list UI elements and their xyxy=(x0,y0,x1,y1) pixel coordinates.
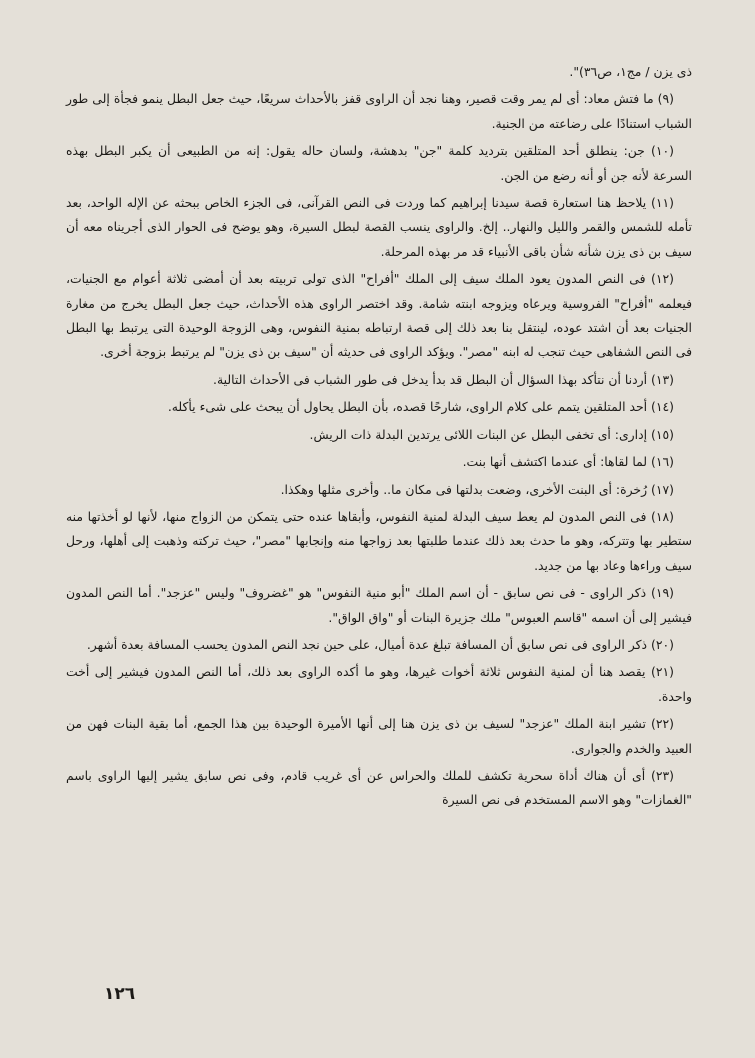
note-11: (١١) يلاحظ هنا استعارة قصة سيدنا إبراهيم كما وردت فى النص القرآنى، فى الجزء الخاص ببحثه عن الإله الواحد، بعد تأمله للشمس والقمر والليل والنهار.. إلخ. والراوى ينسب القصة لبطل السيرة، وهو يوضح فى الحوار الذى أجريناه معه أن سيف بن ذى يزن شأنه شأن باقى الأنبياء قد مر بهذه المرحلة. xyxy=(66,195,692,259)
footnotes-text xyxy=(66,60,692,816)
note-16: (١٦) لما لقاها: أى عندما اكتشف أنها بنت. xyxy=(462,454,674,470)
note-23: (٢٣) أى أن هناك أداة سحرية تكشف للملك والحراس عن أى غريب قادم، وفى نص سابق يشير إليها الراوى باسم "الغمازات" وهو الاسم المستخدم فى نص السيرة xyxy=(66,767,692,808)
note-20: (٢٠) ذكر الراوى فى نص سابق أن المسافة تبلغ عدة أميال، على حين نجد النص المدون يحسب المسافة بعدة أشهر. xyxy=(86,636,674,652)
note-22: (٢٢) تشير ابنة الملك "عزجد" لسيف بن ذى يزن هنا إلى أنها الأميرة الوحيدة بين هذا الجمع، أما بقية البنات فهن من العبيد والخدم والجوارى. xyxy=(66,716,692,756)
note-continuation: ذى يزن / مج١، ص٣٦)". xyxy=(569,64,692,79)
note-21: (٢١) يقصد هنا أن لمنية النفوس ثلاثة أخوات غيرها، وهو ما أكده الراوى بعد ذلك، أما النص المدون فيشير إلى أخت واحدة. xyxy=(66,664,692,704)
note-12: (١٢) فى النص المدون يعود الملك سيف إلى الملك "أفراح" الذى تولى تربيته بعد أن أمضى ثلاثة أعوام مع الجنيات، فيعلمه "أفراح" الفروسية ويرعاه ويزوجه ابنته شامة. وقد اختصر الراوى هذه الأحداث، حيث جعل البطل يخرج من مغارة الجنيات بعد أن اشتد عوده، لينتقل بنا بعد ذلك إلى قصة ارتباطه بمنية النفوس، وهى الزوجة الوحيدة التى يرتبط بها البطل فى النص الشفاهى حيث تنجب له ابنه "مصر". ويؤكد الراوى فى حديثه أن "سيف بن ذى يزن" لم يرتبط بزوجة أخرى. xyxy=(66,271,692,360)
note-15: (١٥) إدارى: أى تخفى البطل عن البنات اللائى يرتدين البدلة ذات الريش. xyxy=(309,426,674,442)
page-number: ١٢٦ xyxy=(104,984,136,1004)
note-9: (٩) ما فتش معاد: أى لم يمر وقت قصير، وهنا نجد أن الراوى قفز بالأحداث سريعًا، حيث جعل البطل ينمو فجأة إلى طور الشباب استنادًا على رضاعته من الجنية. xyxy=(66,91,692,131)
note-18: (١٨) فى النص المدون لم يعط سيف البدلة لمنية النفوس، وأبقاها عنده حتى يتمكن من الزواج منها، لأنها لو أخذتها منه ستطير بها وتتركه، وهو ما حدث بعد ذلك عندما طلبتها بعد زواجها منه وإنجابها "مصر"، حيث تركته وذهبت إلى أهلها، ورحل سيف وراءها وعاد بها من جديد. xyxy=(66,508,692,573)
note-19: (١٩) ذكر الراوى - فى نص سابق - أن اسم الملك "أبو منية النفوس" هو "غضروف" وليس "عزجد". أما النص المدون فيشير إلى أن اسمه "قاسم العبوس" ملك جزيرة البنات أو "واق الواق". xyxy=(66,585,692,625)
note-17: (١٧) رُخرة: أى البنت الأخرى، وضعت بدلتها فى مكان ما.. وأخرى مثلها وهكذا. xyxy=(280,481,674,497)
note-13: (١٣) أردنا أن نتأكد بهذا السؤال أن البطل قد بدأ يدخل فى طور الشباب فى الأحداث التالية. xyxy=(213,371,674,387)
note-10: (١٠) جن: ينطلق أحد المتلقين بترديد كلمة "جن" بدهشة، ولسان حاله يقول: إنه من الطبيعى أن يكبر البطل بهذه السرعة لأنه جن أو أنه رضع من الجن. xyxy=(66,143,692,183)
note-14: (١٤) أحد المتلقين يتمم على كلام الراوى، شارحًا قصده، بأن البطل يحاول أن يبحث على شىء يأكله. xyxy=(167,399,674,415)
